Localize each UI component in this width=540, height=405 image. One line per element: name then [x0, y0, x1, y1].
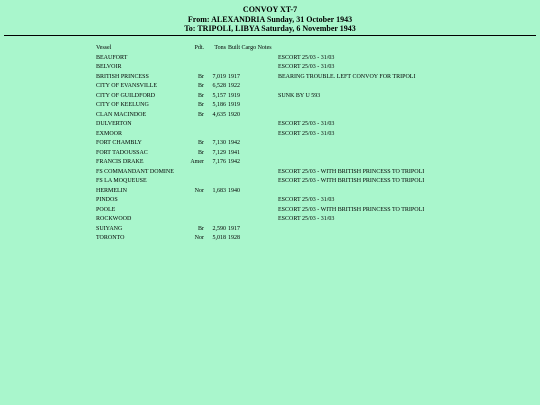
column-header-spacer — [278, 44, 458, 54]
vessel-built: 1940 — [228, 187, 240, 194]
vessel-flag — [184, 196, 206, 206]
table-row — [96, 139, 458, 149]
vessel-tons: 7,129 — [212, 149, 226, 156]
vessel-name: ROCKWOOD — [96, 216, 132, 222]
vessel-name: CLAN MACINDOE — [96, 111, 147, 118]
arrival-line: To: TRIPOLI, LIBYA Saturday, 6 November 1943 — [184, 24, 356, 33]
vessel-tons — [206, 130, 228, 140]
vessel-flag — [184, 177, 206, 187]
table-row — [96, 120, 458, 130]
vessel-flag — [184, 120, 206, 130]
vessel-tons — [206, 120, 228, 130]
vessel-flag: Br — [198, 111, 204, 118]
vessel-name: SUIYANG — [96, 225, 123, 232]
vessel-tons — [206, 54, 228, 64]
table-row — [96, 130, 458, 140]
column-header-flag: Pdt. — [194, 45, 204, 51]
table-row — [96, 215, 458, 225]
column-header-built-cargo — [228, 44, 278, 54]
vessel-flag — [184, 63, 206, 73]
vessel-flag: Br — [198, 225, 204, 232]
column-header-vessel: Vessel — [96, 45, 112, 51]
vessel-built — [228, 120, 278, 130]
vessel-built — [228, 63, 278, 73]
vessel-flag: Nor — [194, 235, 204, 241]
vessel-flag: Br — [198, 73, 204, 80]
table-row — [96, 92, 458, 102]
vessel-notes — [278, 234, 458, 244]
vessel-name: HERMELIN — [96, 187, 127, 194]
column-header-cargo: Cargo — [241, 45, 257, 51]
vessel-name: BELVOIR — [96, 64, 122, 70]
vessel-table — [96, 44, 458, 244]
vessel-name: BEAUFORT — [96, 54, 128, 61]
vessel-notes — [278, 149, 458, 159]
vessel-built: 1941 — [228, 149, 240, 156]
vessel-flag: Amer — [190, 159, 204, 165]
vessel-name: CITY OF KEELUNG — [96, 102, 149, 108]
vessel-built — [228, 130, 278, 140]
table-row — [96, 111, 458, 121]
vessel-notes — [278, 139, 458, 149]
vessel-built — [228, 168, 278, 178]
vessel-notes — [278, 101, 458, 111]
table-row — [96, 82, 458, 92]
table-row — [96, 225, 458, 235]
vessel-tons: 7,019 — [212, 73, 226, 80]
vessel-tons: 5,157 — [212, 92, 226, 99]
vessel-flag: Nor — [194, 187, 204, 194]
vessel-notes: ESCORT 25/03 - WITH BRITISH PRINCESS TO TRIPOLI — [278, 206, 425, 213]
vessel-flag: Br — [198, 102, 204, 108]
vessel-notes — [278, 111, 458, 121]
vessel-notes: ESCORT 25/03 - WITH BRITISH PRINCESS TO TRIPOLI — [278, 178, 425, 184]
vessel-flag: Br — [198, 149, 204, 156]
vessel-tons: 2,590 — [212, 225, 226, 232]
vessel-built: 1917 — [228, 225, 240, 232]
table-row — [96, 63, 458, 73]
vessel-built: 1919 — [228, 102, 240, 108]
vessel-tons — [206, 168, 228, 178]
vessel-built — [228, 177, 278, 187]
vessel-name: CITY OF GUILDFORD — [96, 92, 156, 99]
vessel-notes: BEARING TROUBLE. LEFT CONVOY FOR TRIPOLI — [278, 73, 416, 80]
vessel-notes: ESCORT 25/03 - 31/03 — [278, 216, 335, 222]
table-header-row — [96, 44, 458, 54]
vessel-tons: 7,176 — [212, 159, 226, 165]
vessel-built: 1942 — [228, 159, 240, 165]
vessel-tons: 4,635 — [212, 111, 226, 118]
vessel-name: PINDOS — [96, 197, 118, 203]
vessel-name: FRANCIS DRAKE — [96, 159, 144, 165]
column-header-notes: Notes — [257, 45, 272, 51]
vessel-flag — [184, 54, 206, 64]
vessel-tons: 7,130 — [212, 140, 226, 146]
vessel-tons: 5,018 — [212, 235, 226, 241]
vessel-flag — [184, 206, 206, 216]
vessel-tons — [206, 63, 228, 73]
vessel-name: DULVERTON — [96, 121, 132, 127]
table-row — [96, 168, 458, 178]
vessel-tons: 5,186 — [212, 102, 226, 108]
vessel-name: BRITISH PRINCESS — [96, 73, 149, 80]
vessel-built — [228, 215, 278, 225]
vessel-notes — [278, 158, 458, 168]
vessel-flag: Br — [198, 140, 204, 146]
vessel-flag — [184, 168, 206, 178]
vessel-name: FS LA MOQUEUSE — [96, 178, 147, 184]
table-row — [96, 187, 458, 197]
vessel-notes: ESCORT 25/03 - 31/03 — [278, 64, 335, 70]
departure-line: From: ALEXANDRIA Sunday, 31 October 1943 — [187, 14, 353, 24]
vessel-notes: SUNK BY U 593 — [278, 92, 321, 99]
vessel-built — [228, 196, 278, 206]
vessel-notes: ESCORT 25/03 - 31/03 — [278, 197, 335, 203]
convoy-header — [0, 5, 540, 34]
vessel-name: FS COMMANDANT DOMINE — [96, 168, 174, 175]
table-row — [96, 206, 458, 216]
vessel-built — [228, 54, 278, 64]
vessel-flag: Br — [198, 83, 204, 89]
table-row — [96, 54, 458, 64]
vessel-built: 1917 — [228, 73, 240, 80]
column-header-built: Built — [228, 45, 241, 51]
table-row — [96, 234, 458, 244]
table-row — [96, 101, 458, 111]
vessel-built: 1919 — [228, 92, 240, 99]
vessel-built: 1922 — [228, 83, 240, 89]
vessel-built: 1920 — [228, 111, 240, 118]
vessel-built: 1928 — [228, 235, 240, 241]
vessel-notes — [278, 225, 458, 235]
vessel-built: 1942 — [228, 140, 240, 146]
vessel-tons: 1,683 — [212, 187, 226, 194]
vessel-flag — [184, 215, 206, 225]
column-header-tons: Tons — [214, 45, 226, 51]
header-divider — [4, 35, 536, 36]
vessel-notes — [278, 187, 458, 197]
vessel-tons — [206, 206, 228, 216]
vessel-tons — [206, 196, 228, 206]
vessel-notes: ESCORT 25/03 - 31/03 — [278, 54, 335, 61]
vessel-name: TORONTO — [96, 235, 125, 241]
vessel-name: POOLE — [96, 206, 116, 213]
table-row — [96, 158, 458, 168]
table-row — [96, 149, 458, 159]
table-row — [96, 196, 458, 206]
vessel-notes — [278, 82, 458, 92]
vessel-tons — [206, 215, 228, 225]
vessel-flag: Br — [198, 92, 204, 99]
convoy-title: CONVOY XT-7 — [242, 5, 298, 14]
vessel-tons: 6,528 — [212, 83, 226, 89]
vessel-name: CITY OF EVANSVILLE — [96, 83, 157, 89]
vessel-name: EXMOOR — [96, 130, 123, 137]
vessel-name: FORT CHAMBLY — [96, 140, 142, 146]
vessel-name: FORT TADOUSSAC — [96, 149, 148, 156]
vessel-notes: ESCORT 25/03 - 31/03 — [278, 130, 335, 137]
table-row — [96, 73, 458, 83]
vessel-built — [228, 206, 278, 216]
vessel-notes: ESCORT 25/03 - 31/03 — [278, 121, 335, 127]
table-row — [96, 177, 458, 187]
vessel-rows — [96, 54, 458, 244]
vessel-tons — [206, 177, 228, 187]
vessel-flag — [184, 130, 206, 140]
vessel-notes: ESCORT 25/03 - WITH BRITISH PRINCESS TO TRIPOLI — [278, 168, 425, 175]
